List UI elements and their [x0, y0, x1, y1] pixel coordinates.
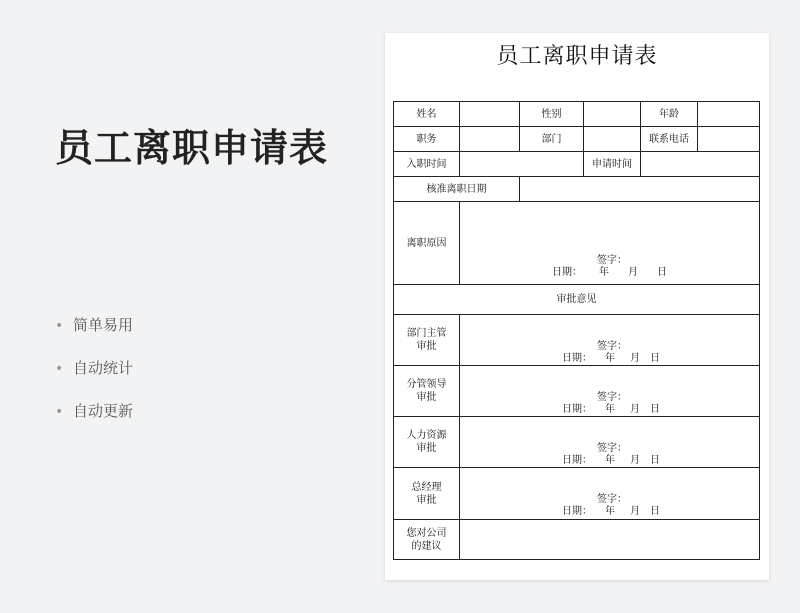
form-paper	[385, 33, 769, 580]
label-gm-approval: 总经理 审批	[394, 468, 460, 520]
bullet-icon: •	[55, 404, 64, 420]
apply-date-field[interactable]	[641, 152, 759, 177]
label-hire-date: 入职时间	[394, 152, 460, 177]
age-field[interactable]	[698, 102, 759, 127]
date-line: 日期： 年 月 日	[562, 353, 660, 364]
label-hr-approval: 人力资源 审批	[394, 417, 460, 468]
label-department: 部门	[520, 127, 584, 152]
label-suggestion: 您对公司 的建议	[394, 520, 460, 559]
bullet-icon: •	[55, 361, 64, 377]
date-line: 日期： 年 月 日	[552, 267, 667, 278]
label-apply-date: 申请时间	[584, 152, 641, 177]
date-line: 日期： 年 月 日	[562, 404, 660, 415]
signature-label: 签字：	[597, 255, 627, 266]
promo-title: 员工离职申请表	[55, 126, 329, 170]
hire-date-field[interactable]	[460, 152, 584, 177]
feature-item: • 简单易用	[55, 313, 133, 356]
resignation-form-table	[393, 101, 760, 560]
suggestion-field[interactable]	[460, 520, 759, 559]
gender-field[interactable]	[584, 102, 641, 127]
date-line: 日期： 年 月 日	[562, 455, 660, 466]
label-name: 姓名	[394, 102, 460, 127]
phone-field[interactable]	[698, 127, 759, 152]
approved-date-field[interactable]	[520, 177, 759, 202]
signature-label: 签字：	[597, 494, 627, 505]
form-title: 员工离职申请表	[496, 44, 658, 69]
position-field[interactable]	[460, 127, 520, 152]
feature-list	[55, 313, 133, 442]
feature-item: • 自动更新	[55, 399, 133, 442]
label-reason: 离职原因	[394, 202, 460, 285]
label-phone: 联系电话	[641, 127, 698, 152]
label-gender: 性别	[520, 102, 584, 127]
date-line: 日期： 年 月 日	[562, 506, 660, 517]
label-division-lead-approval: 分管领导 审批	[394, 366, 460, 417]
signature-label: 签字：	[597, 341, 627, 352]
label-approved-date: 核准离职日期	[394, 177, 520, 202]
department-field[interactable]	[584, 127, 641, 152]
signature-label: 签字：	[597, 443, 627, 454]
signature-label: 签字：	[597, 392, 627, 403]
label-dept-head-approval: 部门主管 审批	[394, 315, 460, 366]
opinion-header: 审批意见	[394, 285, 759, 315]
bullet-icon: •	[55, 318, 64, 334]
name-field[interactable]	[460, 102, 520, 127]
label-position: 职务	[394, 127, 460, 152]
feature-item: • 自动统计	[55, 356, 133, 399]
label-age: 年龄	[641, 102, 698, 127]
